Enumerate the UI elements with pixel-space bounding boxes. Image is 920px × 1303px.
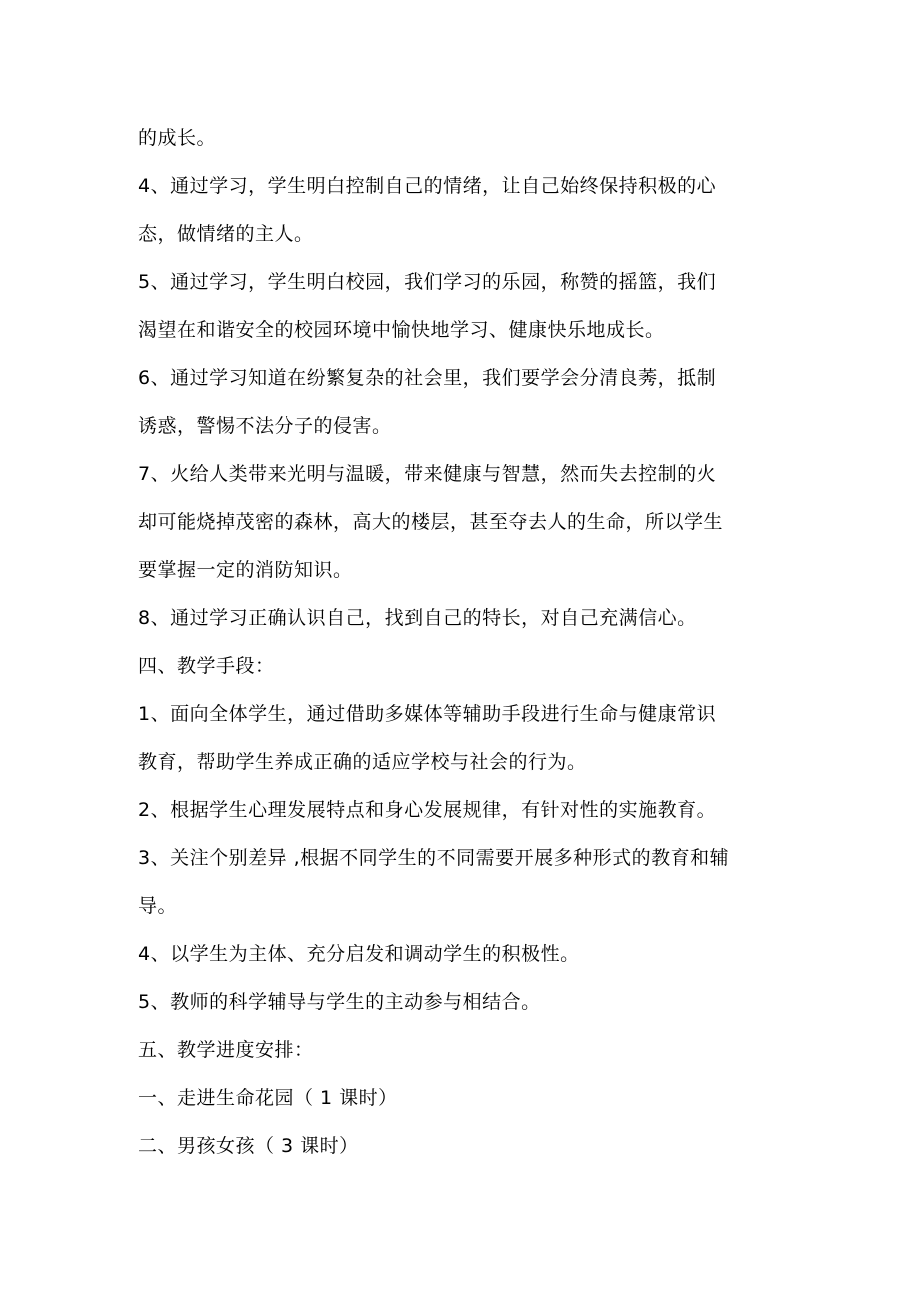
text-line: 4、以学生为主体、充分启发和调动学生的积极性。	[138, 943, 580, 965]
text-line: 8、通过学习正确认识自己，找到自己的特长，对自己充满信心。	[138, 607, 697, 629]
schedule-item: 一、走进生命花园（ 1 课时）	[138, 1087, 398, 1109]
text-line: 却可能烧掉茂密的森林，高大的楼层，甚至夺去人的生命，所以学生	[138, 511, 724, 533]
text-line: 教育，帮助学生养成正确的适应学校与社会的行为。	[138, 751, 587, 773]
text-line: 6、通过学习知道在纷繁复杂的社会里，我们要学会分清良莠，抵制	[138, 367, 717, 389]
text-line: 的成长。	[138, 127, 217, 149]
text-line: 1、面向全体学生，通过借助多媒体等辅助手段进行生命与健康常识	[138, 703, 717, 725]
text-line: 5、教师的科学辅导与学生的主动参与相结合。	[138, 991, 541, 1013]
text-line: 诱惑，警惕不法分子的侵害。	[138, 415, 392, 437]
text-line: 2、根据学生心理发展特点和身心发展规律，有针对性的实施教育。	[138, 799, 717, 821]
text-line: 5、通过学习，学生明白校园，我们学习的乐园，称赞的摇篮，我们	[138, 271, 717, 293]
section-heading: 五、教学进度安排：	[138, 1039, 314, 1061]
schedule-item: 二、男孩女孩（ 3 课时）	[138, 1135, 359, 1157]
section-heading: 四、教学手段：	[138, 655, 275, 677]
text-line: 3、关注个别差异 ,根据不同学生的不同需要开展多种形式的教育和辅	[138, 847, 730, 869]
text-line: 要掌握一定的消防知识。	[138, 559, 353, 581]
text-line: 4、通过学习，学生明白控制自己的情绪，让自己始终保持积极的心	[138, 175, 717, 197]
text-line: 渴望在和谐安全的校园环境中愉快地学习、健康快乐地成长。	[138, 319, 665, 341]
text-line: 导。	[138, 895, 178, 917]
text-line: 7、火给人类带来光明与温暖，带来健康与智慧，然而失去控制的火	[138, 463, 717, 485]
text-line: 态，做情绪的主人。	[138, 223, 314, 245]
